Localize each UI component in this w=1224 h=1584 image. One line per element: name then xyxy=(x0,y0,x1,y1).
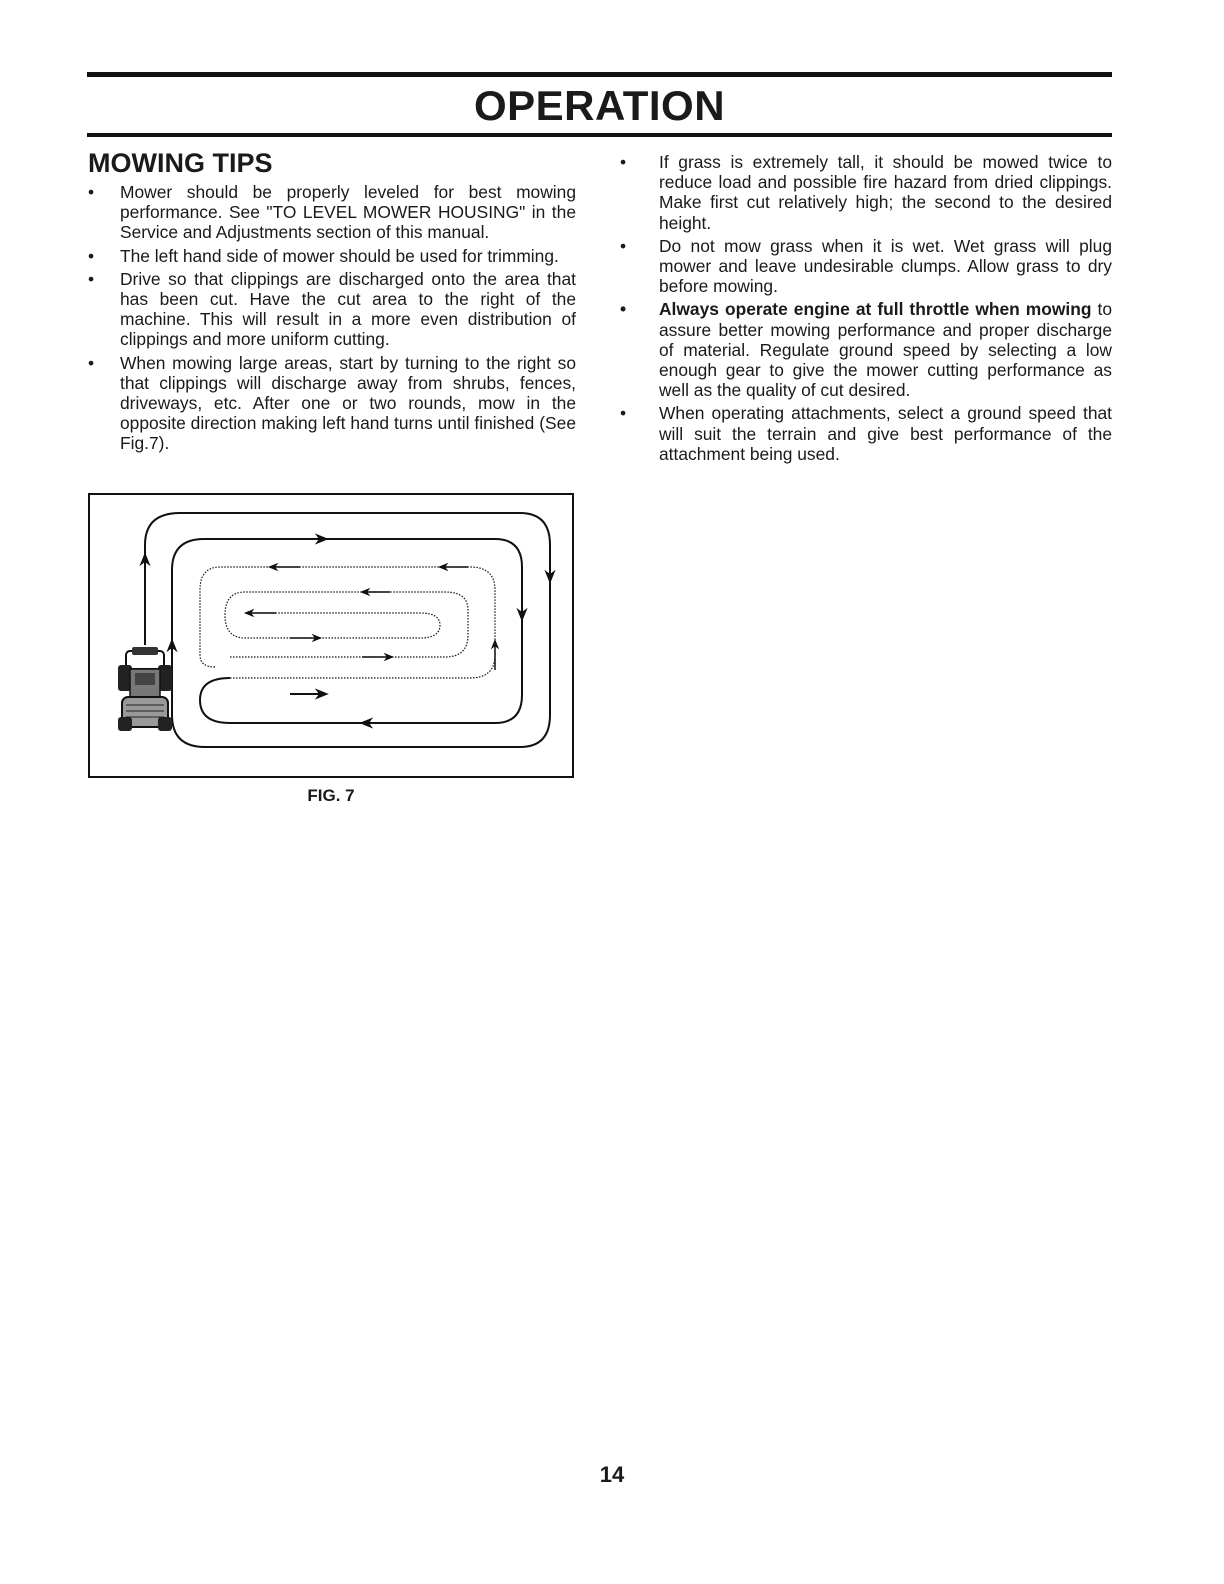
list-item xyxy=(88,182,576,243)
bullet-icon: • xyxy=(620,403,627,424)
tip-text: The left hand side of mower should be used for trimming. xyxy=(120,245,559,266)
list-item xyxy=(88,246,576,266)
tip-text: Mower should be properly leveled for best mowing performance. See "TO LEVEL MOWER HOUSING" in the Service and Adjustments section of this manual. xyxy=(120,182,576,243)
bullet-icon: • xyxy=(88,268,95,289)
tip-text: Do not mow grass when it is wet. Wet grass will plug mower and leave undesirable clumps. Allow grass to dry before mowing. xyxy=(659,235,1112,297)
tip-text: If grass is extremely tall, it should be mowed twice to reduce load and possible fire hazard from dried clippings. Make first cut relatively high; the second to the desired height. xyxy=(659,152,1112,233)
inner-path-2 xyxy=(225,592,468,657)
tip-text: Drive so that clippings are discharged onto the area that has been cut. Have the cut area to the right of the machine. This will result in a more even distribution of clippings and more uniform cutting. xyxy=(120,268,576,350)
figure-mowing-pattern xyxy=(88,493,574,778)
list-item xyxy=(620,403,1112,464)
list-item xyxy=(620,236,1112,297)
header-rule-top xyxy=(87,72,1112,77)
right-tips-list xyxy=(620,152,1112,464)
bullet-icon: • xyxy=(620,235,627,256)
section-heading: MOWING TIPS xyxy=(88,148,273,178)
riding-mower-icon xyxy=(118,647,172,731)
bullet-icon: • xyxy=(620,299,627,320)
bullet-icon: • xyxy=(88,352,95,373)
list-item xyxy=(620,299,1112,400)
bullet-icon: • xyxy=(88,182,95,202)
inner-path-1 xyxy=(200,567,495,678)
header-rule-bottom xyxy=(87,133,1112,137)
right-column xyxy=(620,152,1112,467)
list-item xyxy=(88,353,576,454)
tip-bold-text: Always operate engine at full throttle when mowing xyxy=(659,299,1092,320)
left-column xyxy=(88,148,576,457)
bullet-icon: • xyxy=(88,245,95,266)
mowing-pattern-diagram xyxy=(90,495,572,776)
tip-text: When operating attachments, select a ground speed that will suit the terrain and give best performance of the attachment being used. xyxy=(659,403,1112,464)
list-item xyxy=(620,152,1112,233)
bullet-icon: • xyxy=(620,152,627,172)
tip-text: When mowing large areas, start by turning to the right so that clippings will discharge away from shrubs, fences, driveways, etc. After one or two rounds, mow in the opposite direction making left hand turns until finished (See Fig.7). xyxy=(120,352,576,454)
page-title: OPERATION xyxy=(473,82,726,129)
figure-caption: FIG. 7 xyxy=(307,786,355,805)
page-number: 14 xyxy=(599,1462,625,1487)
left-tips-list xyxy=(88,182,576,454)
outer-path xyxy=(145,513,550,747)
tip-text: to assure better mowing performance and proper discharge of material. Regulate ground speed by selecting a low enough gear to give the mower cutting performance as well as the quality of cut desired. xyxy=(659,299,1113,401)
list-item xyxy=(88,269,576,350)
